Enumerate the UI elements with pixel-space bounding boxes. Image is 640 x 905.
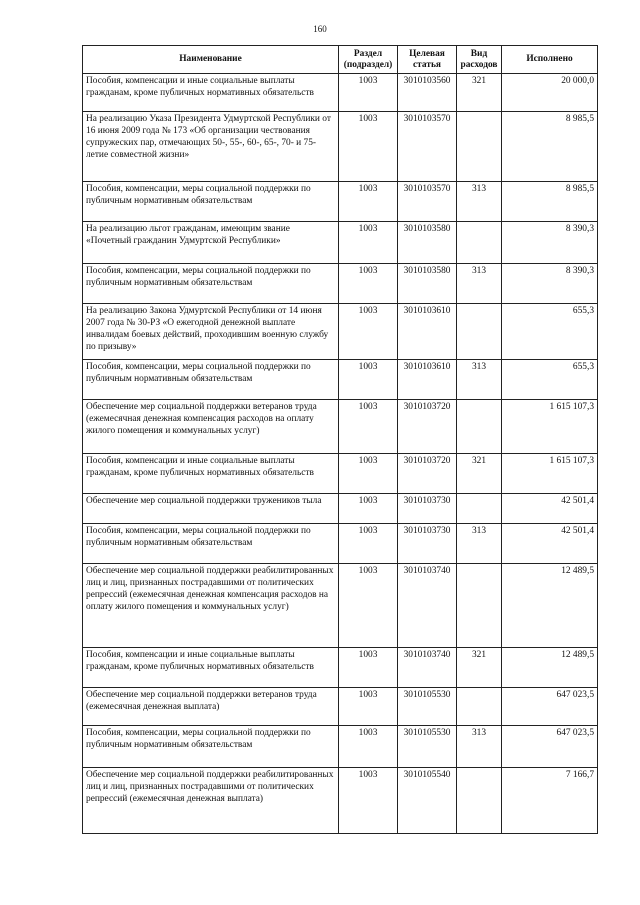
row-amount-cell: 647 023,5 [502, 688, 598, 726]
row-article-cell: 3010103740 [398, 564, 457, 648]
table-row [83, 400, 598, 454]
row-name-cell: Пособия, компенсации, меры социальной поддержки по публичным нормативным обязательствам [83, 182, 339, 222]
header-section: Раздел (подраздел) [339, 46, 398, 74]
row-article-cell: 3010103610 [398, 304, 457, 360]
row-amount-cell: 12 489,5 [502, 564, 598, 648]
row-section-cell: 1003 [339, 494, 398, 524]
table-row [83, 182, 598, 222]
table-row [83, 360, 598, 400]
row-amount-cell: 42 501,4 [502, 494, 598, 524]
row-expense-type-cell: 313 [457, 360, 502, 400]
row-expense-type-cell [457, 304, 502, 360]
row-section-cell: 1003 [339, 400, 398, 454]
row-amount-cell: 655,3 [502, 304, 598, 360]
row-section-cell: 1003 [339, 648, 398, 688]
row-section-cell: 1003 [339, 688, 398, 726]
row-amount-cell: 1 615 107,3 [502, 454, 598, 494]
row-article-cell: 3010103580 [398, 222, 457, 264]
row-section-cell: 1003 [339, 564, 398, 648]
row-section-cell: 1003 [339, 182, 398, 222]
row-name-cell: Пособия, компенсации и иные социальные выплаты гражданам, кроме публичных нормативных обязательств [83, 648, 339, 688]
row-article-cell: 3010103730 [398, 524, 457, 564]
row-amount-cell: 7 166,7 [502, 768, 598, 834]
table-row [83, 264, 598, 304]
row-expense-type-cell: 321 [457, 454, 502, 494]
row-amount-cell: 12 489,5 [502, 648, 598, 688]
row-expense-type-cell: 321 [457, 74, 502, 112]
table-row [83, 524, 598, 564]
row-section-cell: 1003 [339, 768, 398, 834]
row-name-cell: Обеспечение мер социальной поддержки реабилитированных лиц и лиц, признанных пострадавшими от политических репрессий (ежемесячная денежная выплата) [83, 768, 339, 834]
row-section-cell: 1003 [339, 726, 398, 768]
row-article-cell: 3010105540 [398, 768, 457, 834]
row-amount-cell: 8 985,5 [502, 182, 598, 222]
row-name-cell: На реализацию Закона Удмуртской Республики от 14 июня 2007 года № 30-РЗ «О ежегодной денежной выплате инвалидам боевых действий, проходившим военную службу по призыву» [83, 304, 339, 360]
row-section-cell: 1003 [339, 454, 398, 494]
row-name-cell: Обеспечение мер социальной поддержки реабилитированных лиц и лиц, признанных пострадавшими от политических репрессий (ежемесячная денежная компенсация расходов на оплату жилого помещения и коммунальных услуг) [83, 564, 339, 648]
row-article-cell: 3010103560 [398, 74, 457, 112]
row-expense-type-cell: 321 [457, 648, 502, 688]
row-name-cell: Пособия, компенсации и иные социальные выплаты гражданам, кроме публичных нормативных обязательств [83, 454, 339, 494]
row-article-cell: 3010103570 [398, 182, 457, 222]
row-expense-type-cell: 313 [457, 524, 502, 564]
table-row [83, 494, 598, 524]
row-amount-cell: 20 000,0 [502, 74, 598, 112]
row-expense-type-cell [457, 494, 502, 524]
row-name-cell: На реализацию льгот гражданам, имеющим звание «Почетный гражданин Удмуртской Республики» [83, 222, 339, 264]
page-number: 160 [313, 24, 327, 34]
budget-table [82, 45, 598, 834]
row-amount-cell: 1 615 107,3 [502, 400, 598, 454]
row-section-cell: 1003 [339, 360, 398, 400]
row-name-cell: Пособия, компенсации, меры социальной поддержки по публичным нормативным обязательствам [83, 360, 339, 400]
row-article-cell: 3010103730 [398, 494, 457, 524]
table-row [83, 74, 598, 112]
table-row [83, 768, 598, 834]
row-article-cell: 3010103720 [398, 400, 457, 454]
row-name-cell: Пособия, компенсации, меры социальной поддержки по публичным нормативным обязательствам [83, 264, 339, 304]
row-amount-cell: 647 023,5 [502, 726, 598, 768]
row-article-cell: 3010103610 [398, 360, 457, 400]
row-name-cell: Пособия, компенсации, меры социальной поддержки по публичным нормативным обязательствам [83, 524, 339, 564]
row-article-cell: 3010103720 [398, 454, 457, 494]
table-row [83, 222, 598, 264]
row-expense-type-cell [457, 688, 502, 726]
row-amount-cell: 655,3 [502, 360, 598, 400]
table-row [83, 726, 598, 768]
header-expense-type: Вид расходов [457, 46, 502, 74]
row-article-cell: 3010103570 [398, 112, 457, 182]
row-name-cell: Пособия, компенсации, меры социальной поддержки по публичным нормативным обязательствам [83, 726, 339, 768]
row-name-cell: Обеспечение мер социальной поддержки тружеников тыла [83, 494, 339, 524]
header-name: Наименование [83, 46, 339, 74]
row-article-cell: 3010103580 [398, 264, 457, 304]
table-row [83, 648, 598, 688]
row-expense-type-cell [457, 400, 502, 454]
header-article: Целевая статья [398, 46, 457, 74]
row-amount-cell: 8 390,3 [502, 222, 598, 264]
row-expense-type-cell [457, 564, 502, 648]
row-amount-cell: 8 390,3 [502, 264, 598, 304]
row-article-cell: 3010105530 [398, 688, 457, 726]
row-expense-type-cell [457, 768, 502, 834]
row-section-cell: 1003 [339, 222, 398, 264]
row-expense-type-cell [457, 112, 502, 182]
table-row [83, 688, 598, 726]
row-article-cell: 3010103740 [398, 648, 457, 688]
row-expense-type-cell: 313 [457, 182, 502, 222]
row-section-cell: 1003 [339, 524, 398, 564]
row-section-cell: 1003 [339, 112, 398, 182]
row-expense-type-cell: 313 [457, 726, 502, 768]
row-name-cell: Обеспечение мер социальной поддержки ветеранов труда (ежемесячная денежная компенсация расходов на оплату жилого помещения и коммунальных услуг) [83, 400, 339, 454]
table-header-row [83, 46, 598, 74]
table-row [83, 304, 598, 360]
row-name-cell: Пособия, компенсации и иные социальные выплаты гражданам, кроме публичных нормативных обязательств [83, 74, 339, 112]
row-name-cell: Обеспечение мер социальной поддержки ветеранов труда (ежемесячная денежная выплата) [83, 688, 339, 726]
row-section-cell: 1003 [339, 304, 398, 360]
table-row [83, 454, 598, 494]
row-amount-cell: 42 501,4 [502, 524, 598, 564]
row-article-cell: 3010105530 [398, 726, 457, 768]
row-amount-cell: 8 985,5 [502, 112, 598, 182]
row-expense-type-cell: 313 [457, 264, 502, 304]
row-section-cell: 1003 [339, 74, 398, 112]
table-row [83, 564, 598, 648]
header-executed: Исполнено [502, 46, 598, 74]
row-section-cell: 1003 [339, 264, 398, 304]
row-name-cell: На реализацию Указа Президента Удмуртской Республики от 16 июня 2009 года № 173 «Об организации чествования супружеских пар, отмечающих 50-, 55-, 60-, 65-, 70- и 75-летие совместной жизни» [83, 112, 339, 182]
row-expense-type-cell [457, 222, 502, 264]
table-row [83, 112, 598, 182]
table-body [83, 74, 598, 834]
